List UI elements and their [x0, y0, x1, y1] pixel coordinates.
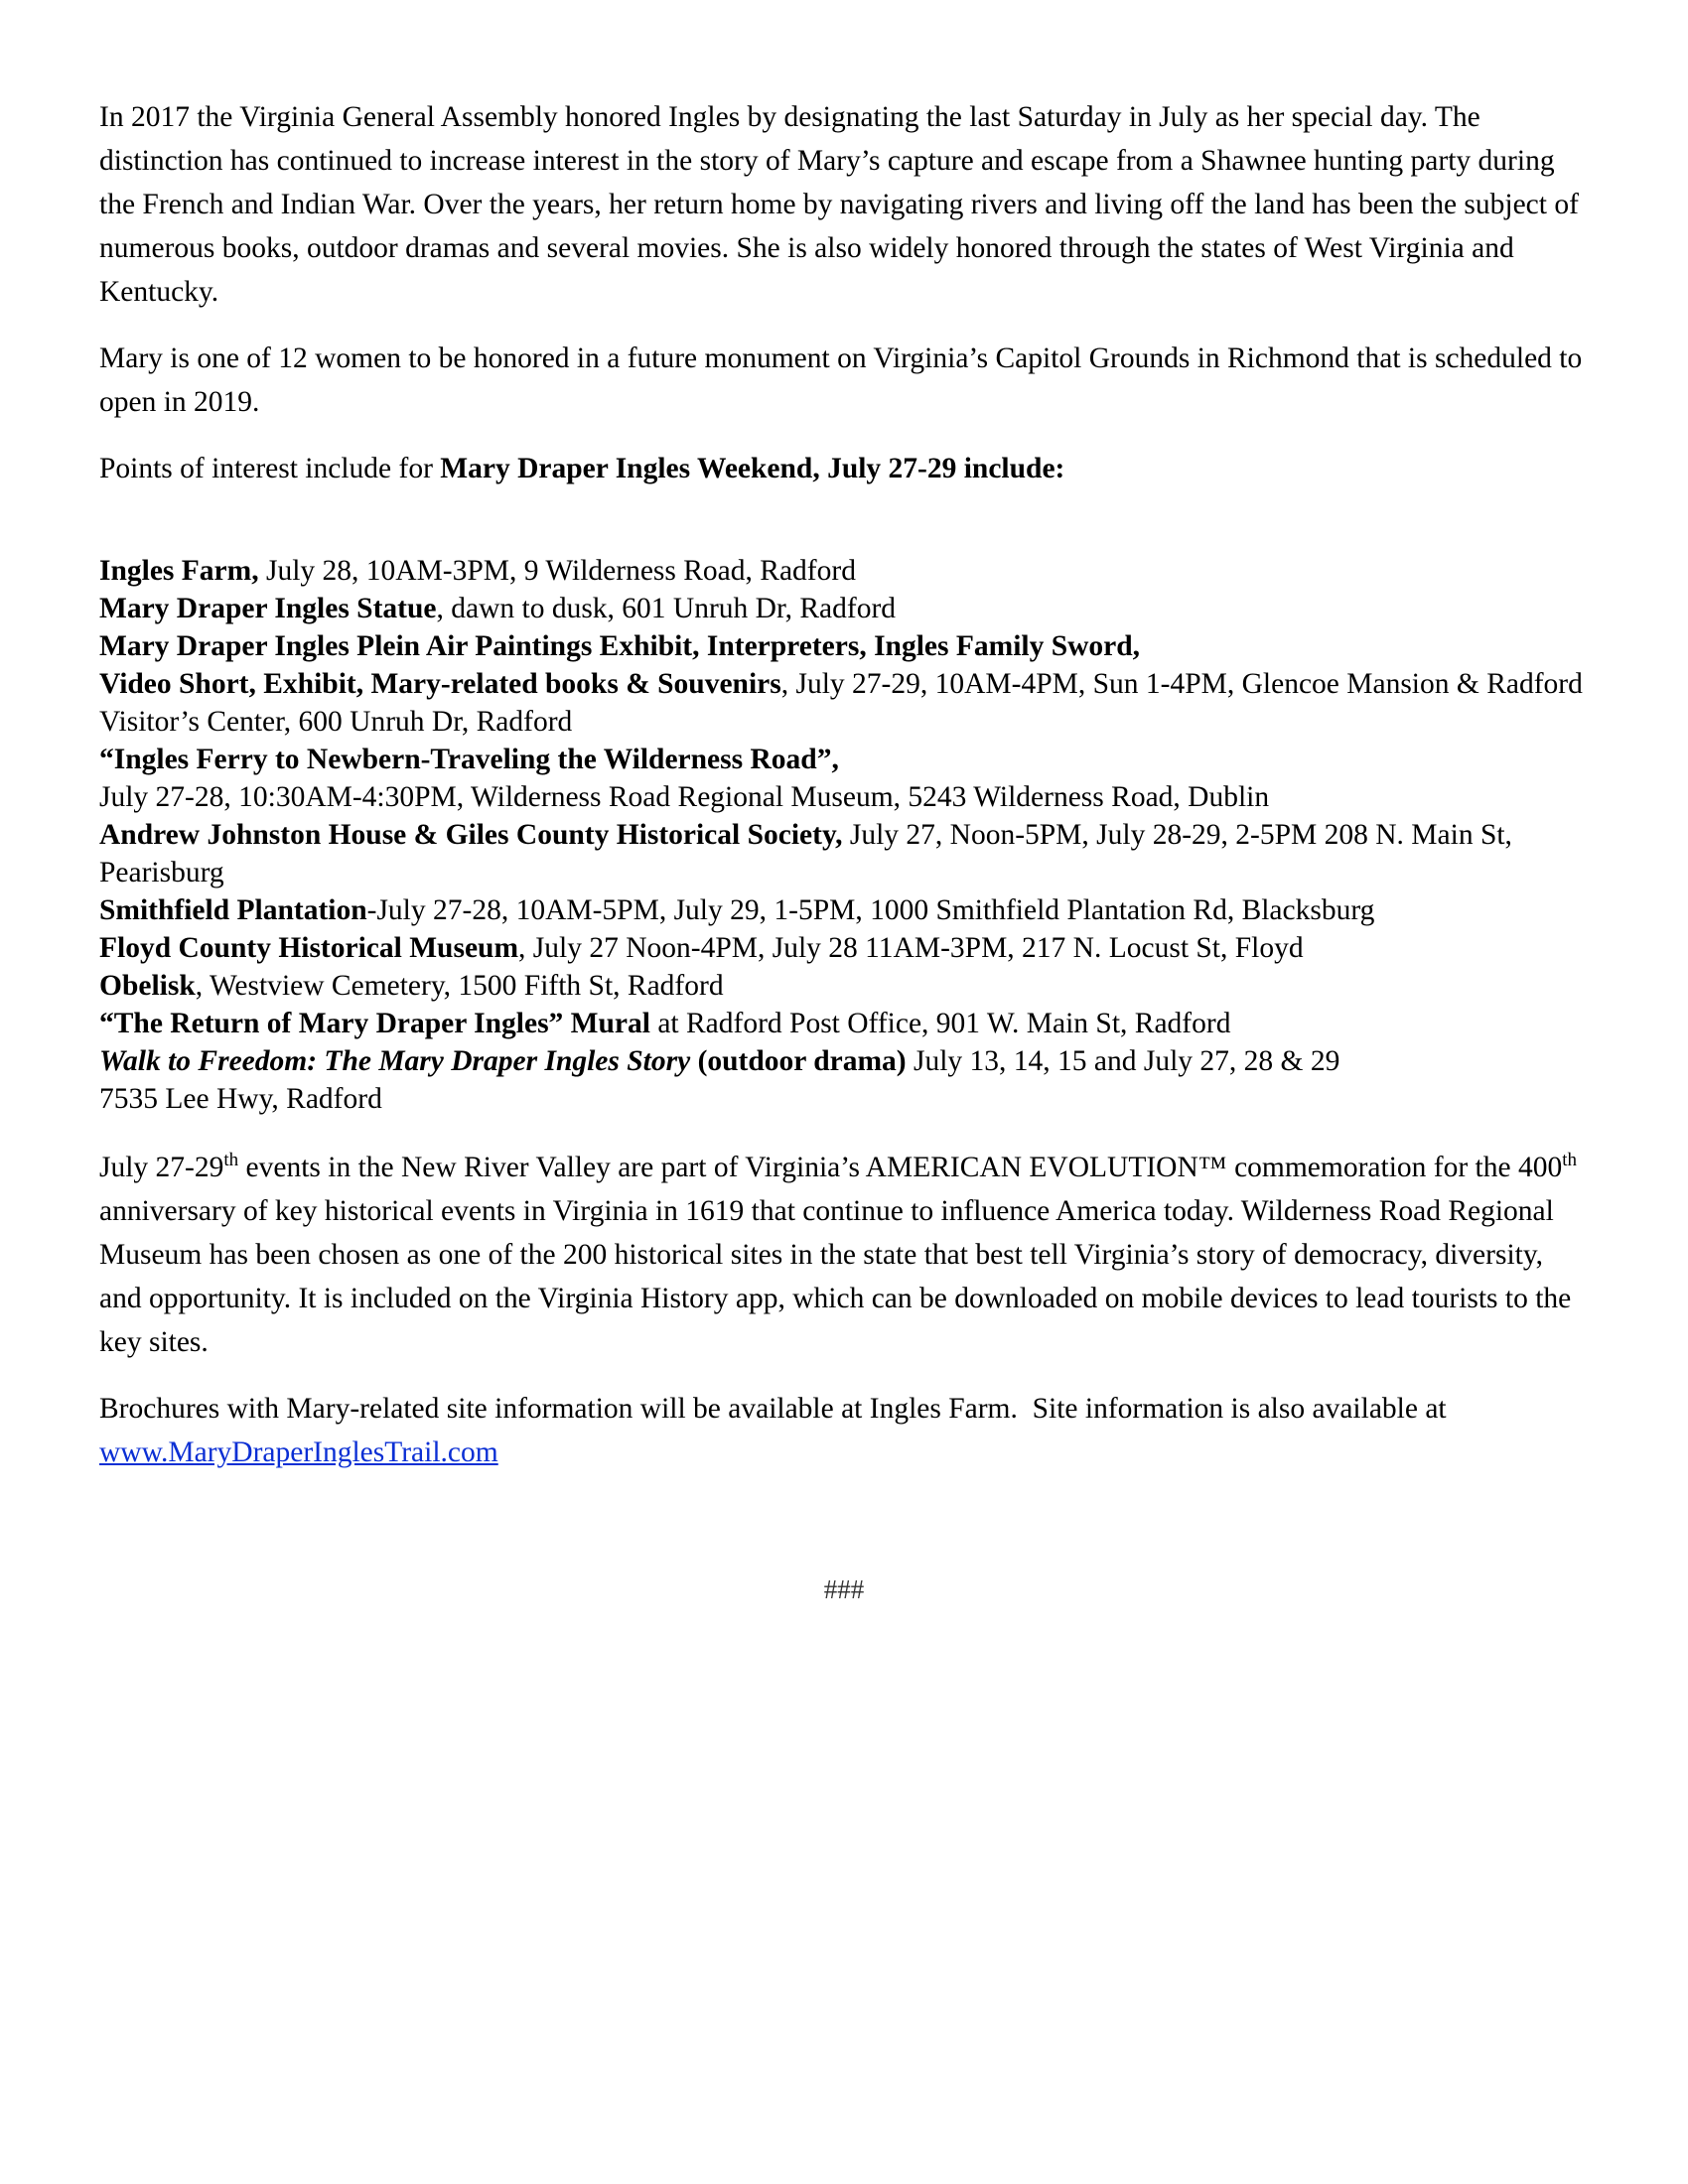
weekend-title: Mary Draper Ingles Weekend, July 27-29 include: — [440, 453, 1065, 484]
poi-name: “Ingles Ferry to Newbern-Traveling the Wilderness Road”, — [99, 744, 839, 775]
poi-details: , July 27-29, 10AM-4PM, Sun 1-4PM, Glencoe Mansion & Radford Visitor’s Center, 600 Unruh Dr, Radford — [99, 668, 1583, 738]
paragraph-monument-text: Mary is one of 12 women to be honored in a future monument on Virginia’s Capitol Grounds in Richmond that is scheduled to open in 2019. — [99, 342, 1583, 418]
trail-website-link[interactable]: www.MaryDraperInglesTrail.com — [99, 1436, 498, 1468]
brochures-text: Brochures with Mary-related site information will be available at Ingles Farm. Site information is also available at — [99, 1393, 1447, 1425]
document-body — [99, 95, 1589, 1497]
drama-address: 7535 Lee Hwy, Radford — [99, 1083, 382, 1115]
poi-johnston-house — [99, 816, 1589, 891]
end-of-release-mark: ### — [823, 1574, 865, 1604]
poi-details: July 27-28, 10:30AM-4:30PM, Wilderness Road Regional Museum, 5243 Wilderness Road, Dublin — [99, 781, 1270, 813]
paragraph-points-intro — [99, 447, 1589, 490]
evolution-text-b: events in the New River Valley are part of Virginia’s AMERICAN EVOLUTION™ commemoration for the 400 — [238, 1152, 1563, 1183]
points-of-interest-list — [99, 552, 1589, 1118]
paragraph-monument — [99, 337, 1589, 424]
poi-ingles-ferry — [99, 741, 1589, 816]
poi-name: Mary Draper Ingles Statue — [99, 593, 437, 624]
poi-name: Andrew Johnston House & Giles County Historical Society, — [99, 819, 843, 851]
poi-obelisk — [99, 967, 1589, 1005]
poi-name: Floyd County Historical Museum — [99, 932, 519, 964]
poi-details: July 13, 14, 15 and July 27, 28 & 29 — [906, 1045, 1340, 1077]
poi-name: Smithfield Plantation — [99, 894, 367, 926]
poi-mural — [99, 1005, 1589, 1042]
poi-ingles-farm — [99, 552, 1589, 590]
poi-name: Mary Draper Ingles Plein Air Paintings Exhibit, Interpreters, Ingles Family Sword, — [99, 630, 1141, 662]
poi-details: July 28, 10AM-3PM, 9 Wilderness Road, Radford — [258, 555, 856, 587]
poi-outdoor-drama — [99, 1042, 1589, 1118]
points-intro-text: Points of interest include for — [99, 453, 441, 484]
evolution-text-a: July 27-29 — [99, 1152, 224, 1183]
paragraph-ingles-day-text: In 2017 the Virginia General Assembly honored Ingles by designating the last Saturday in July as her special day. The distinction has continued to increase interest in the story of Mary’s capture and escape from a Shawnee hunting party during the French and Indian War. Over the years, her return home by navigating rivers and living off the land has been the subject of numerous books, outdoor dramas and several movies. She is also widely honored through the states of West Virginia and Kentucky. — [99, 101, 1579, 308]
poi-details: July 27, Noon-5PM, July 28-29, 2-5PM 208 N. Main St, Pearisburg — [99, 819, 1512, 888]
paragraph-brochures — [99, 1387, 1589, 1474]
poi-details: , July 27 Noon-4PM, July 28 11AM-3PM, 217 N. Locust St, Floyd — [518, 932, 1304, 964]
paragraph-american-evolution — [99, 1146, 1589, 1364]
poi-details: -July 27-28, 10AM-5PM, July 29, 1-5PM, 1000 Smithfield Plantation Rd, Blacksburg — [366, 894, 1375, 926]
drama-title: Walk to Freedom: The Mary Draper Ingles Story — [99, 1045, 691, 1077]
poi-details: , Westview Cemetery, 1500 Fifth St, Radford — [195, 970, 724, 1002]
poi-smithfield — [99, 891, 1589, 929]
poi-name: “The Return of Mary Draper Ingles” Mural — [99, 1008, 650, 1039]
evolution-text-c: anniversary of key historical events in Virginia in 1619 that continue to influence America today. Wilderness Road Regional Museum has been chosen as one of the 200 historical sites in the state that best tell Virginia’s story of democracy, diversity, and opportunity. It is included on the Virginia History app, which can be downloaded on mobile devices to lead tourists to the key sites. — [99, 1195, 1572, 1358]
ordinal-suffix: th — [1562, 1150, 1577, 1170]
poi-floyd-museum — [99, 929, 1589, 967]
poi-statue — [99, 590, 1589, 627]
poi-name-continued: Video Short, Exhibit, Mary-related books & Souvenirs — [99, 668, 781, 700]
poi-name: Ingles Farm, — [99, 555, 259, 587]
poi-details: at Radford Post Office, 901 W. Main St, Radford — [649, 1008, 1231, 1039]
paragraph-ingles-day — [99, 95, 1589, 314]
poi-details: , dawn to dusk, 601 Unruh Dr, Radford — [436, 593, 897, 624]
poi-exhibit — [99, 627, 1589, 741]
poi-name: Obelisk — [99, 970, 196, 1002]
ordinal-suffix: th — [223, 1150, 239, 1170]
drama-label: (outdoor drama) — [690, 1045, 907, 1077]
